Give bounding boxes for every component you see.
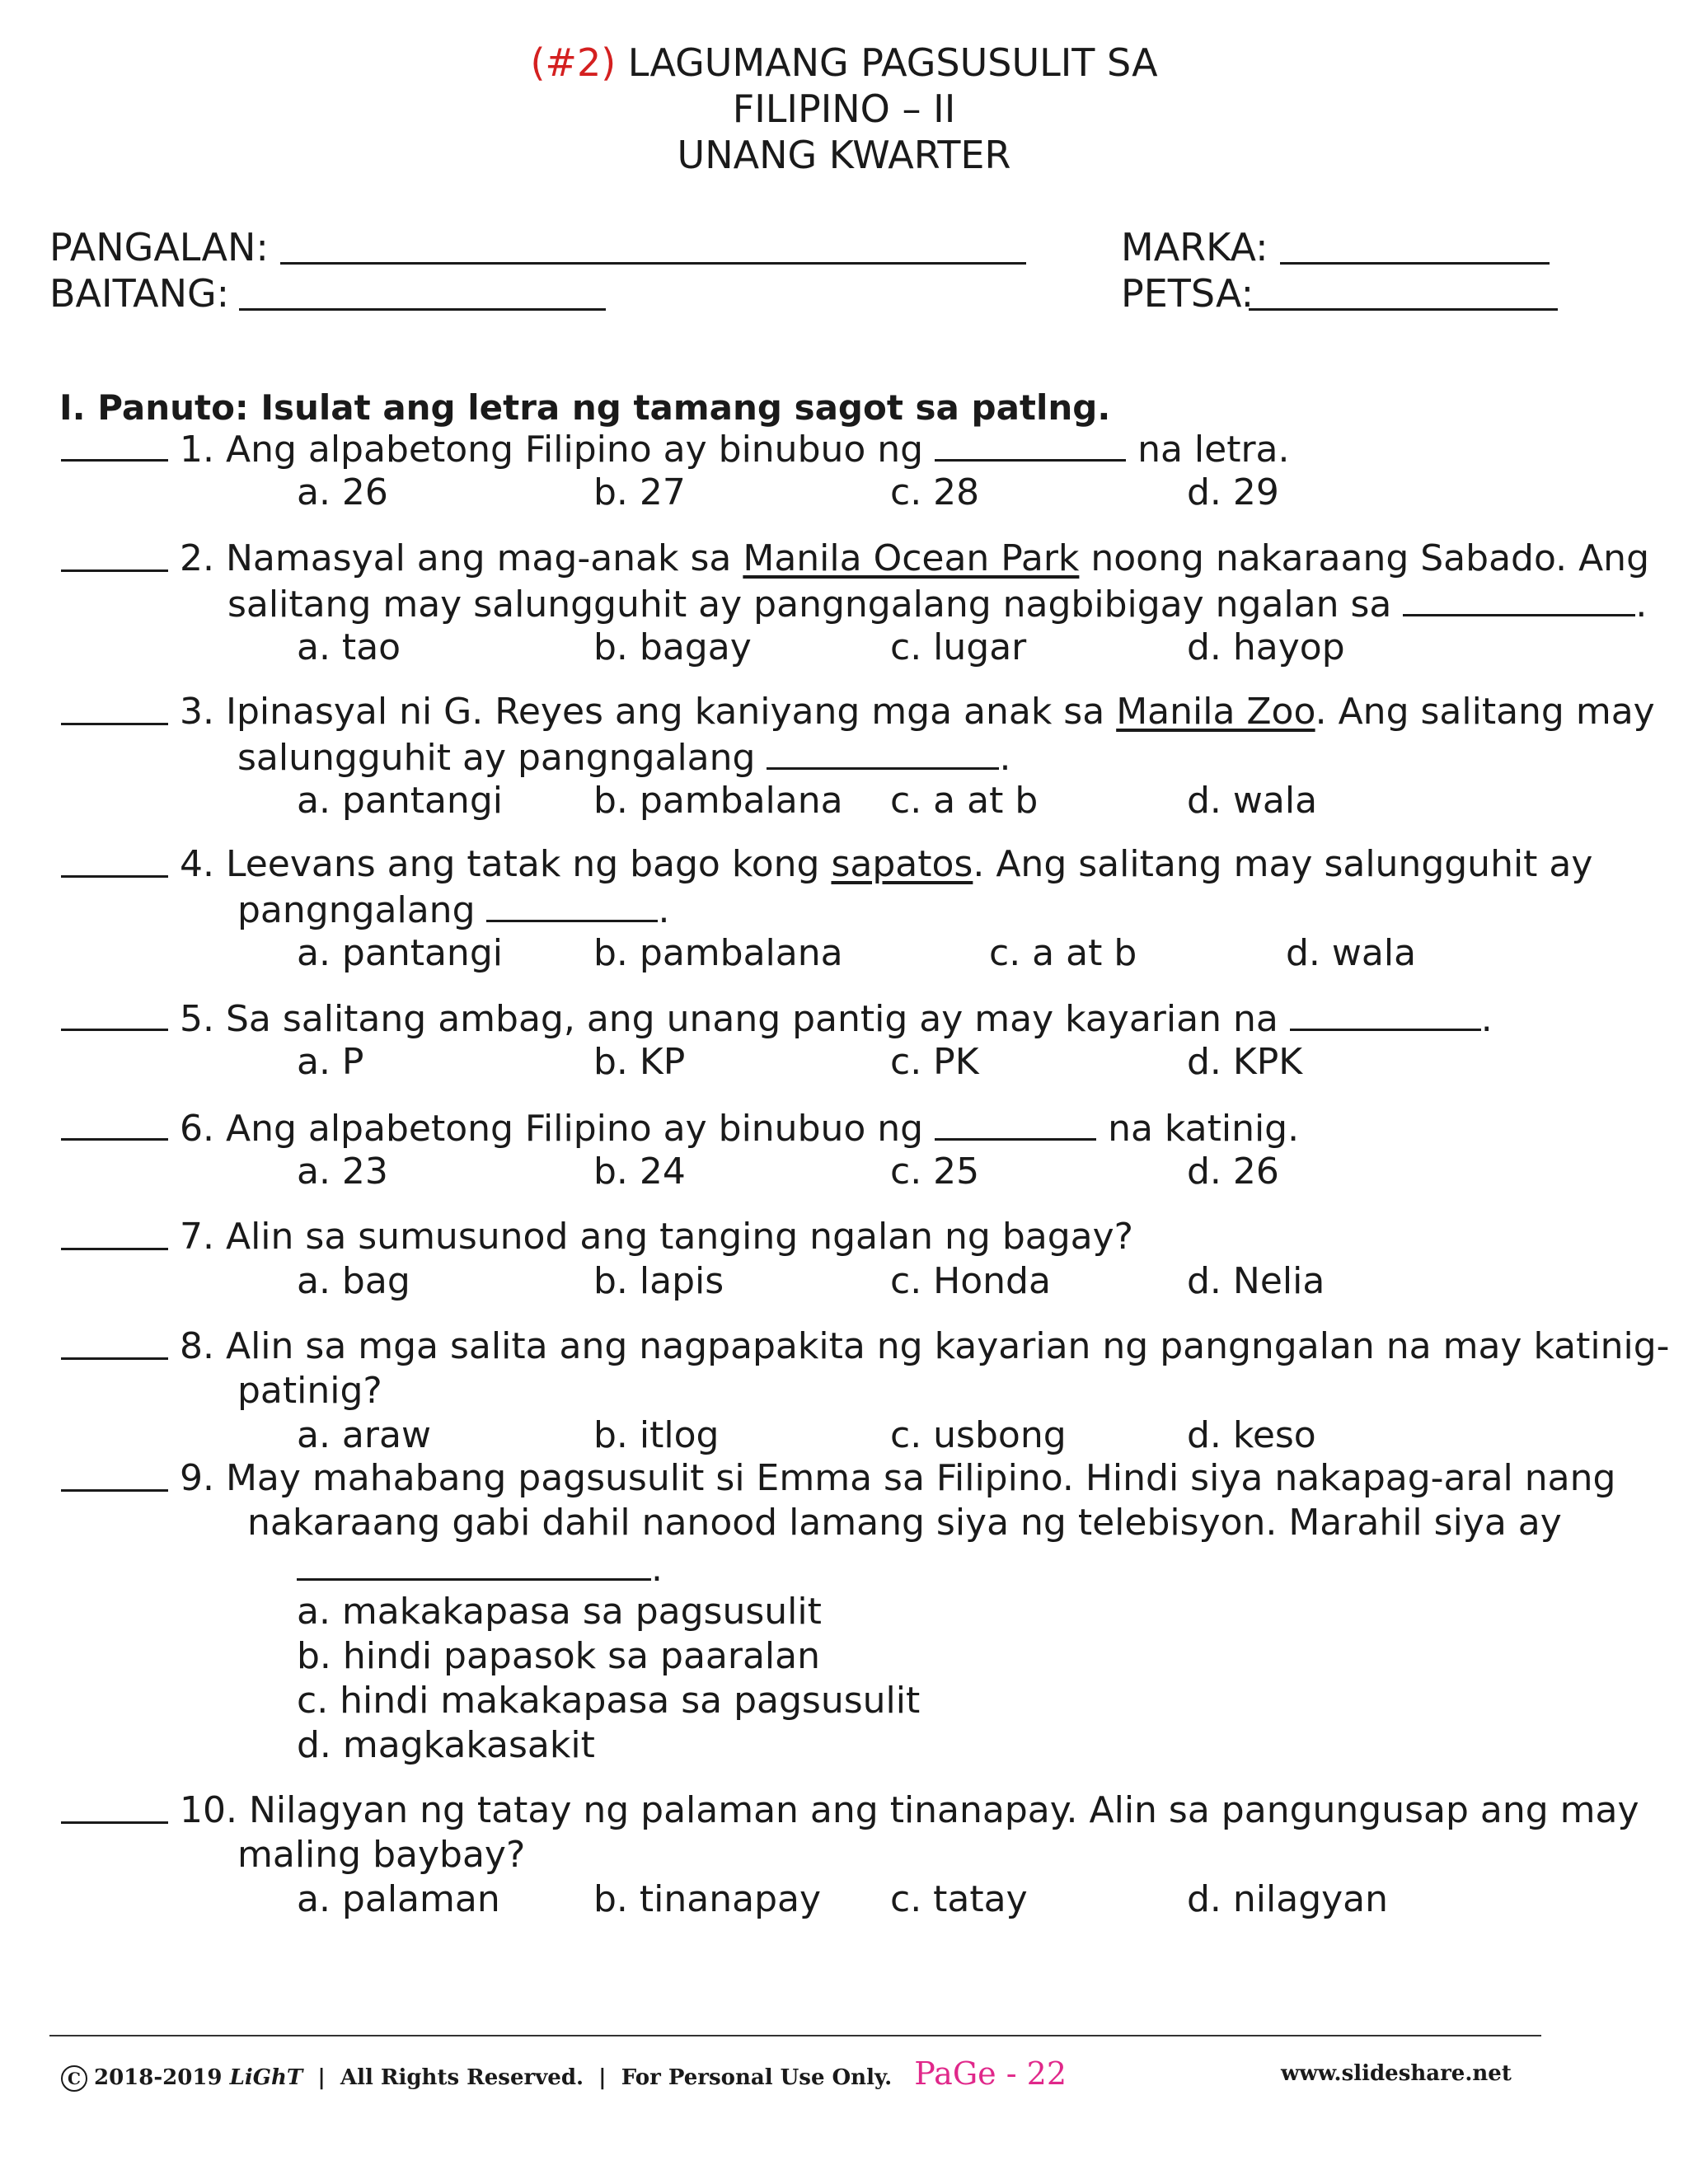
question-text <box>180 426 1290 472</box>
fill-blank[interactable] <box>1290 996 1481 1031</box>
answer-blank[interactable] <box>61 1489 168 1492</box>
question-stem-end: . Ang salitang may <box>1315 691 1655 733</box>
question-stem: 5. Sa salitang ambag, ang unang pantig ay may kayarian na <box>180 998 1290 1040</box>
option-d[interactable]: d. 26 <box>1187 1151 1279 1193</box>
option-a[interactable]: a. araw <box>297 1414 431 1456</box>
question-7 <box>0 1215 1688 1305</box>
continuation-end: . <box>999 737 1011 779</box>
option-a[interactable]: a. 23 <box>297 1151 388 1193</box>
footer-website[interactable]: www.slideshare.net <box>1281 2061 1512 2086</box>
option-c[interactable]: c. tatay <box>890 1878 1028 1920</box>
question-stem-end: noong nakaraang Sabado. Ang <box>1079 537 1649 579</box>
question-3 <box>0 690 1688 825</box>
question-continuation: patinig? <box>237 1370 382 1412</box>
question-text: 9. May mahabang pagsusulit si Emma sa Filipino. Hindi siya nakapag-aral nang <box>180 1457 1616 1499</box>
date-line[interactable] <box>1249 267 1558 313</box>
option-c[interactable]: c. 28 <box>890 471 980 513</box>
option-c[interactable]: c. usbong <box>890 1414 1067 1456</box>
question-continuation <box>227 581 1647 627</box>
question-text <box>180 996 1493 1042</box>
answer-blank[interactable] <box>61 1821 168 1824</box>
question-continuation <box>237 887 669 933</box>
option-b[interactable]: b. 24 <box>593 1151 686 1193</box>
title-text: LAGUMANG PAGSUSULIT SA <box>627 40 1158 85</box>
option-a[interactable]: a. pantangi <box>297 780 503 822</box>
option-b[interactable]: b. tinanapay <box>593 1878 822 1920</box>
continuation-text: salitang may salungguhit ay pangngalang nagbibigay ngalan sa <box>227 583 1404 626</box>
answer-blank[interactable] <box>61 459 168 462</box>
option-a[interactable]: a. P <box>297 1041 364 1083</box>
continuation-text: pangngalang <box>237 889 487 931</box>
name-label: PANGALAN: <box>49 225 269 269</box>
question-continuation: nakaraang gabi dahil nanood lamang siya ng telebisyon. Marahil siya ay <box>247 1502 1562 1544</box>
continuation-end: . <box>658 889 670 931</box>
footer-copyright <box>61 2057 1067 2094</box>
question-text: 10. Nilagyan ng tatay ng palaman ang tinanapay. Alin sa pangungusap ang may <box>180 1789 1639 1831</box>
option-c[interactable]: c. Honda <box>890 1260 1051 1302</box>
question-stem: 1. Ang alpabetong Filipino ay binubuo ng <box>180 429 935 471</box>
score-label: MARKA: <box>1121 225 1268 269</box>
brand: LiGhT <box>229 2065 303 2090</box>
question-stem: 3. Ipinasyal ni G. Reyes ang kaniyang mga anak sa <box>180 691 1117 733</box>
option-b[interactable]: b. bagay <box>593 626 752 668</box>
title-line-1 <box>0 40 1688 86</box>
question-9 <box>0 1456 1688 1769</box>
continuation-text: salungguhit ay pangngalang <box>237 737 767 779</box>
answer-blank[interactable] <box>61 1248 168 1250</box>
title-line-3: UNANG KWARTER <box>677 133 1011 177</box>
question-continuation-2 <box>297 1545 663 1591</box>
question-text: 7. Alin sa sumusunod ang tanging ngalan ng bagay? <box>180 1216 1133 1258</box>
answer-blank[interactable] <box>61 1029 168 1031</box>
option-b[interactable]: b. KP <box>593 1041 686 1083</box>
page-number: PaGe - 22 <box>914 2055 1067 2092</box>
option-d[interactable]: d. wala <box>1187 780 1318 822</box>
grade-field[interactable] <box>49 270 229 316</box>
option-d[interactable]: d. wala <box>1286 932 1417 974</box>
question-text <box>180 537 1649 581</box>
option-d[interactable]: d. KPK <box>1187 1041 1303 1083</box>
option-a[interactable]: a. palaman <box>297 1878 500 1920</box>
option-a[interactable]: a. tao <box>297 626 401 668</box>
option-c[interactable]: c. lugar <box>890 626 1027 668</box>
fill-blank[interactable] <box>935 1105 1096 1141</box>
name-line[interactable] <box>280 221 1026 267</box>
option-c[interactable]: c. 25 <box>890 1151 980 1193</box>
grade-line[interactable] <box>239 267 606 313</box>
question-8 <box>0 1324 1688 1460</box>
option-b[interactable]: b. pambalana <box>593 780 843 822</box>
title-line-2: FILIPINO – II <box>732 87 956 131</box>
question-stem-end: na katinig. <box>1096 1108 1300 1150</box>
question-2 <box>0 537 1688 672</box>
personal-use-text: For Personal Use Only. <box>621 2065 893 2090</box>
option-d[interactable]: d. nilagyan <box>1187 1878 1389 1920</box>
footer-divider <box>49 2035 1541 2036</box>
option-d[interactable]: d. magkakasakit <box>297 1724 595 1766</box>
section-instruction: I. Panuto: Isulat ang letra ng tamang sagot sa patlng. <box>59 387 1111 428</box>
question-stem: 6. Ang alpabetong Filipino ay binubuo ng <box>180 1108 935 1150</box>
option-d[interactable]: d. 29 <box>1187 471 1279 513</box>
option-a[interactable]: a. 26 <box>297 471 388 513</box>
option-b[interactable]: b. pambalana <box>593 932 843 974</box>
copyright-icon: C <box>61 2065 87 2092</box>
question-text <box>180 690 1655 734</box>
grade-label: BAITANG: <box>49 271 230 316</box>
option-d[interactable]: d. Nelia <box>1187 1260 1325 1302</box>
continuation-end: . <box>651 1548 663 1590</box>
underlined-word: sapatos <box>831 843 973 885</box>
answer-blank[interactable] <box>61 1138 168 1141</box>
option-b[interactable]: b. itlog <box>593 1414 720 1456</box>
question-stem: 4. Leevans ang tatak ng bago kong <box>180 843 832 885</box>
quiz-number: (#2) <box>530 40 617 85</box>
option-b[interactable]: b. hindi papasok sa paaralan <box>297 1635 820 1677</box>
answer-blank[interactable] <box>61 569 168 572</box>
option-d[interactable]: d. keso <box>1187 1414 1316 1456</box>
fill-blank[interactable] <box>486 887 658 922</box>
question-stem-end: . Ang salitang may salungguhit ay <box>973 843 1593 885</box>
date-label: PETSA: <box>1121 271 1254 316</box>
question-continuation <box>237 734 1010 780</box>
option-c[interactable]: c. PK <box>890 1041 979 1083</box>
option-c[interactable]: c. a at b <box>989 932 1137 974</box>
question-stem: 2. Namasyal ang mag-anak sa <box>180 537 743 579</box>
fill-blank[interactable] <box>767 734 999 770</box>
answer-blank[interactable] <box>61 875 168 878</box>
question-stem-end: . <box>1480 998 1493 1040</box>
continuation-end: . <box>1635 583 1648 626</box>
fill-blank[interactable] <box>297 1545 651 1581</box>
answer-blank[interactable] <box>61 723 168 725</box>
option-b[interactable]: b. 27 <box>593 471 686 513</box>
question-4 <box>0 842 1688 977</box>
option-c[interactable]: c. a at b <box>890 780 1039 822</box>
underlined-word: Manila Zoo <box>1116 691 1315 733</box>
option-a[interactable]: a. bag <box>297 1260 410 1302</box>
option-d[interactable]: d. hayop <box>1187 626 1345 668</box>
option-c[interactable]: c. hindi makakapasa sa pagsusulit <box>297 1680 921 1722</box>
option-a[interactable]: a. pantangi <box>297 932 503 974</box>
underlined-word: Manila Ocean Park <box>743 537 1080 579</box>
question-1 <box>0 426 1688 517</box>
question-text <box>180 842 1592 887</box>
fill-blank[interactable] <box>1403 581 1635 616</box>
question-text: 8. Alin sa mga salita ang nagpapakita ng kayarian ng pangngalan na may katinig- <box>180 1325 1670 1367</box>
question-stem-end: na letra. <box>1126 429 1290 471</box>
question-6 <box>0 1105 1688 1196</box>
score-line[interactable] <box>1280 221 1550 267</box>
answer-blank[interactable] <box>61 1357 168 1360</box>
question-5 <box>0 996 1688 1086</box>
fill-blank[interactable] <box>935 426 1126 462</box>
question-10 <box>0 1788 1688 1924</box>
option-b[interactable]: b. lapis <box>593 1260 724 1302</box>
separator: | <box>317 2065 326 2090</box>
rights-text: All Rights Reserved. <box>340 2065 584 2090</box>
score-field[interactable] <box>1121 224 1268 270</box>
option-a[interactable]: a. makakapasa sa pagsusulit <box>297 1591 822 1633</box>
name-field[interactable] <box>49 224 269 270</box>
question-continuation: maling baybay? <box>237 1834 526 1876</box>
copyright-years: 2018-2019 <box>94 2065 223 2090</box>
separator: | <box>598 2065 607 2090</box>
date-field[interactable] <box>1121 270 1254 316</box>
question-text <box>180 1105 1299 1151</box>
